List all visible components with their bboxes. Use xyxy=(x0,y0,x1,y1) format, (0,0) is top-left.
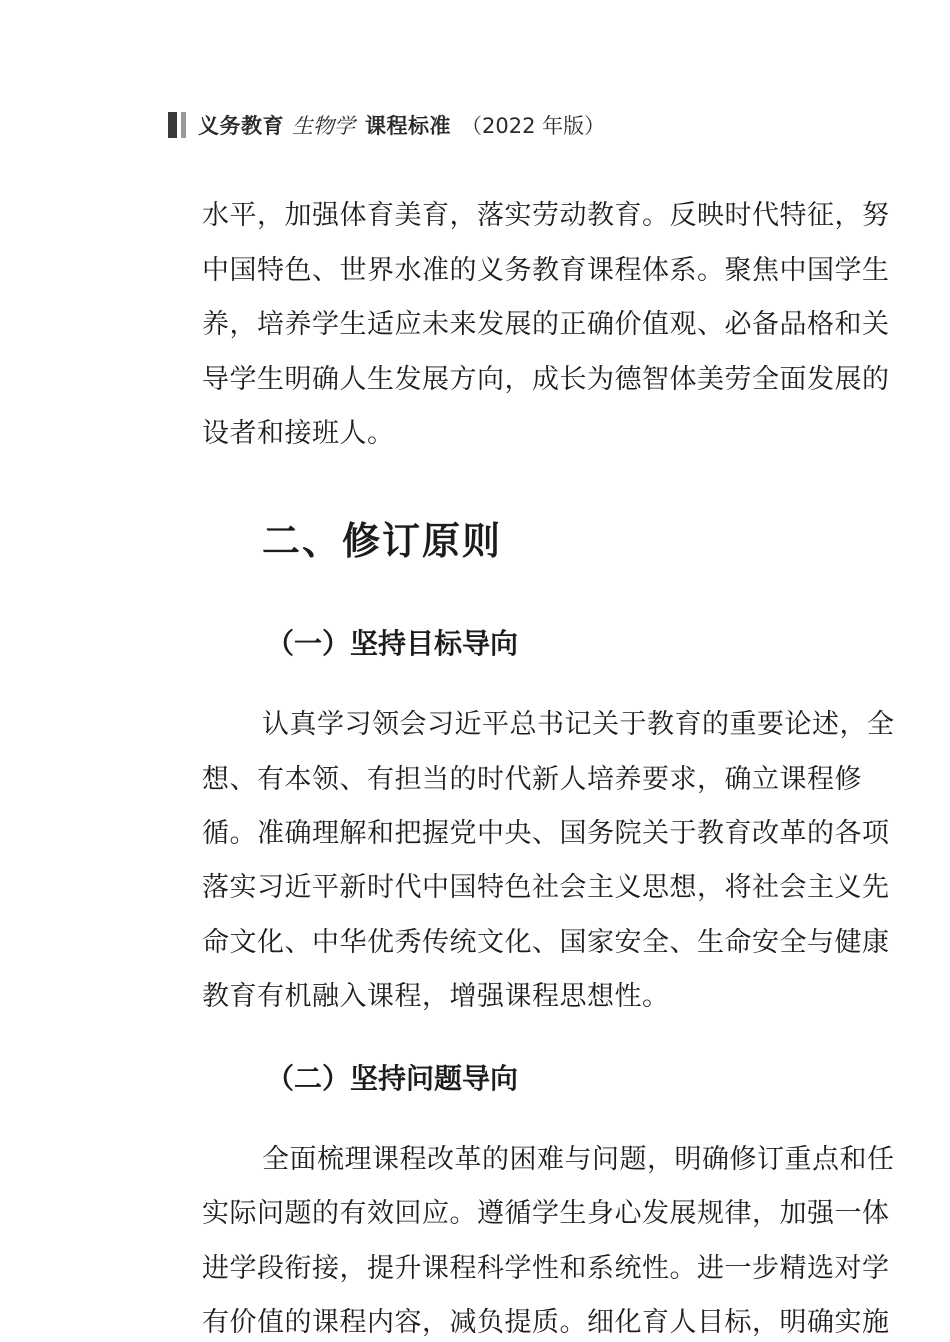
header-edition: （2022 年版） xyxy=(461,114,606,138)
subsection-heading: （一）坚持目标导向 xyxy=(266,627,519,660)
header-marker-bar-light xyxy=(181,112,186,138)
paragraph-line: 循。准确理解和把握党中央、国务院关于教育改革的各项 xyxy=(202,818,890,849)
paragraph-line: 认真学习领会习近平总书记关于教育的重要论述，全 xyxy=(262,709,895,740)
header-title-italic: 生物学 xyxy=(292,114,355,138)
header-marker xyxy=(168,112,186,138)
running-header xyxy=(168,110,605,140)
paragraph-line: 命文化、中华优秀传统文化、国家安全、生命安全与健康 xyxy=(202,927,890,958)
paragraph-line: 有价值的课程内容，减负提质。细化育人目标，明确实施 xyxy=(202,1307,890,1338)
header-title-part1: 义务教育 xyxy=(198,114,284,138)
paragraph-line: 全面梳理课程改革的困难与问题，明确修订重点和任 xyxy=(262,1144,895,1175)
paragraph-line: 落实习近平新时代中国特色社会主义思想，将社会主义先 xyxy=(202,872,890,903)
paragraph-line: 实际问题的有效回应。遵循学生身心发展规律，加强一体 xyxy=(202,1198,890,1229)
paragraph-line: 设者和接班人。 xyxy=(202,418,395,449)
section-heading: 二、修订原则 xyxy=(262,519,503,563)
paragraph-line: 水平，加强体育美育，落实劳动教育。反映时代特征，努 xyxy=(202,200,890,231)
paragraph-line: 养，培养学生适应未来发展的正确价值观、必备品格和关 xyxy=(202,309,890,340)
paragraph-line: 中国特色、世界水准的义务教育课程体系。聚焦中国学生 xyxy=(202,255,890,286)
paragraph-line: 想、有本领、有担当的时代新人培养要求，确立课程修 xyxy=(202,764,862,795)
paragraph-line: 导学生明确人生发展方向，成长为德智体美劳全面发展的 xyxy=(202,364,890,395)
paragraph-line: 教育有机融入课程，增强课程思想性。 xyxy=(202,981,670,1012)
subsection-heading: （二）坚持问题导向 xyxy=(266,1062,519,1095)
header-marker-bar-dark xyxy=(168,112,177,138)
paragraph-line: 进学段衔接，提升课程科学性和系统性。进一步精选对学 xyxy=(202,1253,890,1284)
header-title-part2: 课程标准 xyxy=(365,114,451,138)
